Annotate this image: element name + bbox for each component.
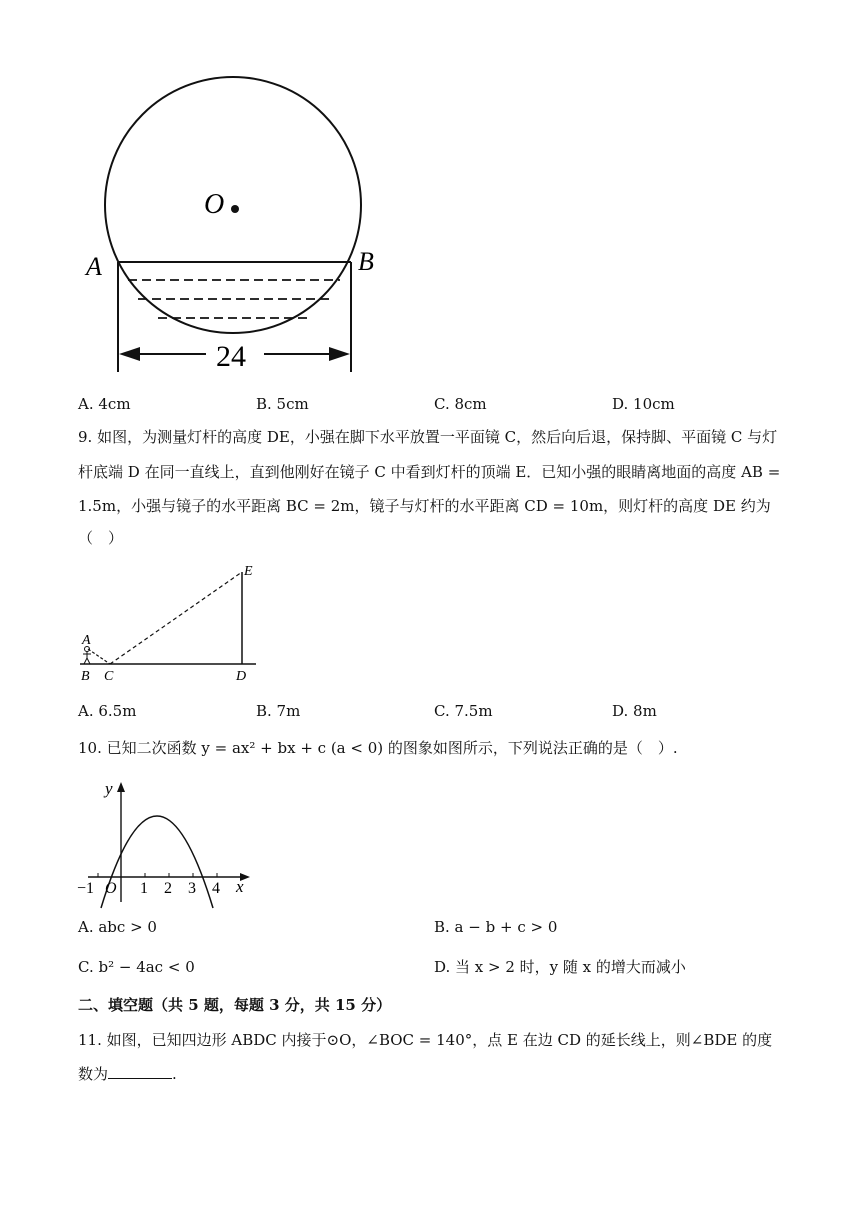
label-A: A	[86, 252, 102, 281]
tick-4: 4	[212, 880, 220, 897]
label-24: 24	[216, 340, 246, 373]
q10-option-a: A. abc > 0	[78, 918, 157, 936]
label-A: A	[82, 633, 91, 648]
q9-line-1: 9. 如图，为测量灯杆的高度 DE，小强在脚下水平放置一平面镜 C，然后向后退，保持脚、平面镜 C 与灯	[78, 428, 778, 446]
parabola-curve	[101, 816, 213, 908]
label-O: O	[105, 880, 117, 897]
arrowhead-right	[329, 347, 350, 361]
q9-option-c: C. 7.5m	[434, 702, 493, 720]
q8-option-a: A. 4cm	[78, 395, 131, 413]
arrowhead-left	[119, 347, 140, 361]
q10-option-d: D. 当 x > 2 时，y 随 x 的增大而减小	[434, 958, 686, 976]
label-B: B	[358, 247, 374, 276]
q11-line-2-end: .	[172, 1065, 177, 1083]
q9-option-d: D. 8m	[612, 702, 657, 720]
label-O: O	[204, 189, 225, 220]
person-leg-right	[87, 658, 90, 664]
label-D: D	[236, 669, 247, 684]
q9-option-b: B. 7m	[256, 702, 301, 720]
q9-line-2: 杆底端 D 在同一直线上，直到他刚好在镜子 C 中看到灯杆的顶端 E．已知小强的眼睛离地面的高度 AB =	[78, 463, 781, 481]
center-dot	[231, 205, 239, 213]
q8-option-d: D. 10cm	[612, 395, 675, 413]
lamp-figure	[76, 558, 266, 688]
q9-line-3: 1.5m，小强与镜子的水平距离 BC = 2m，镜子与灯杆的水平距离 CD = 10m，则灯杆的高度 DE 约为	[78, 497, 771, 515]
q9-option-a: A. 6.5m	[78, 702, 137, 720]
person-leg-left	[84, 658, 87, 664]
circle	[105, 77, 361, 333]
q8-option-c: C. 8cm	[434, 395, 487, 413]
label-E: E	[244, 564, 253, 579]
circle-figure	[78, 70, 398, 380]
q9-line-4: （ ）	[78, 529, 124, 547]
label-y: y	[105, 779, 113, 798]
label-C: C	[104, 669, 114, 684]
tick-3: 3	[188, 880, 196, 897]
label-x: x	[236, 877, 244, 896]
q11-line-2	[78, 1064, 177, 1084]
tick-1: 1	[140, 880, 148, 897]
label-B: B	[81, 669, 90, 684]
y-axis-arrow	[117, 782, 125, 792]
section-heading: 二、填空题（共 5 题，每题 3 分，共 15 分）	[78, 996, 392, 1014]
light-ray-CE	[110, 572, 242, 664]
tick-neg1: −1	[77, 880, 95, 897]
q11-line-2-text: 数为	[78, 1065, 109, 1083]
q10-option-b: B. a − b + c > 0	[434, 918, 558, 936]
parabola-figure	[74, 774, 264, 909]
light-ray-AC	[88, 649, 110, 664]
answer-blank[interactable]	[108, 1064, 172, 1079]
q10-stem: 10. 已知二次函数 y = ax² + bx + c (a < 0) 的图象如图所示，下列说法正确的是（ ）.	[78, 739, 678, 757]
tick-2: 2	[164, 880, 172, 897]
q8-option-b: B. 5cm	[256, 395, 309, 413]
q10-option-c: C. b² − 4ac < 0	[78, 958, 195, 976]
q11-line-1: 11. 如图，已知四边形 ABDC 内接于⊙O，∠BOC = 140°，点 E 在边 CD 的延长线上，则∠BDE 的度	[78, 1031, 773, 1049]
